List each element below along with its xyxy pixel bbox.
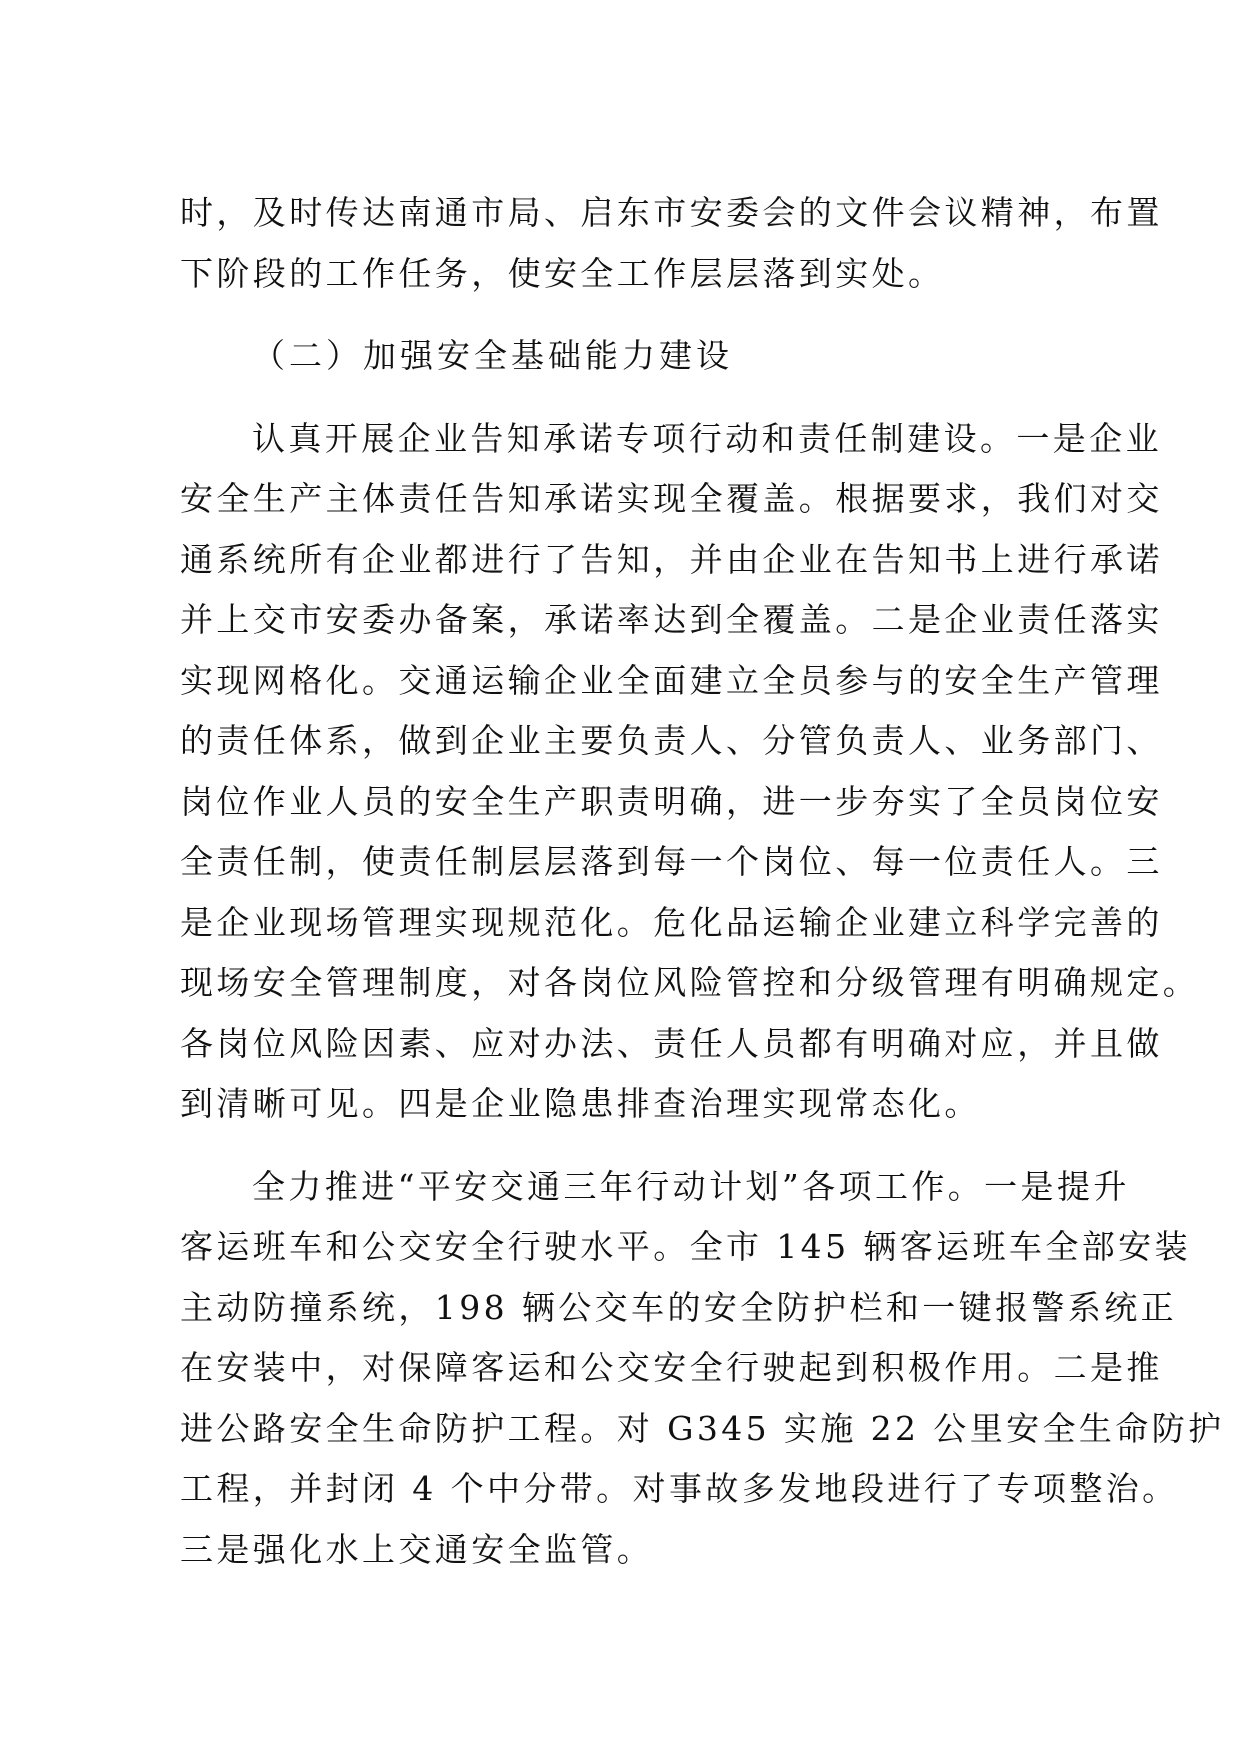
text-line: 工程，并封闭 4 个中分带。对事故多发地段进行了专项整治。 [180, 1469, 1179, 1508]
text-line: 三是强化水上交通安全监管。 [180, 1529, 654, 1569]
text-line: 进公路安全生命防护工程。对 G345 实施 22 公里安全生命防护 [180, 1408, 1225, 1448]
text-line: 岗位作业人员的安全生产职责明确，进一步夯实了全员岗位安 [180, 781, 1163, 821]
text-line: 客运班车和公交安全行驶水平。全市 145 辆客运班车全部安装 [180, 1227, 1191, 1266]
text-line: 通系统所有企业都进行了告知，并由企业在告知书上进行承诺 [180, 539, 1163, 579]
text-line: 认真开展企业告知承诺专项行动和责任制建设。一是企业 [252, 418, 1162, 458]
text-line: 实现网格化。交通运输企业全面建立全员参与的安全生产管理 [180, 660, 1163, 700]
paragraph-continuation [180, 183, 1163, 304]
text-line: 全责任制，使责任制层层落到每一个岗位、每一位责任人。三 [180, 842, 1163, 881]
text-line: 主动防撞系统，198 辆公交车的安全防护栏和一键报警系统正 [180, 1287, 1178, 1327]
paragraph-safe-traffic-plan [180, 1157, 1225, 1581]
text-line: 是企业现场管理实现规范化。危化品运输企业建立科学完善的 [180, 902, 1163, 942]
text-line: 并上交市安委办备案，承诺率达到全覆盖。二是企业责任落实 [180, 600, 1163, 639]
text-line: 时，及时传达南通市局、启东市安委会的文件会议精神，布置 [180, 193, 1163, 232]
section-heading: （二）加强安全基础能力建设 [252, 336, 733, 375]
paragraph-responsibility [180, 409, 1200, 1135]
text-line: 安全生产主体责任告知承诺实现全覆盖。根据要求，我们对交 [180, 479, 1163, 518]
text-line: 在安装中，对保障客运和公交安全行驶起到积极作用。二是推 [180, 1348, 1163, 1387]
text-line: 下阶段的工作任务，使安全工作层层落到实处。 [180, 253, 945, 293]
text-line: 的责任体系，做到企业主要负责人、分管负责人、业务部门、 [180, 721, 1163, 760]
text-line: 现场安全管理制度，对各岗位风险管控和分级管理有明确规定。 [180, 963, 1200, 1002]
text-line: 全力推进“平安交通三年行动计划”各项工作。一是提升 [252, 1166, 1130, 1206]
text-line: 到清晰可见。四是企业隐患排查治理实现常态化。 [180, 1084, 981, 1123]
text-line: 各岗位风险因素、应对办法、责任人员都有明确对应，并且做 [180, 1023, 1163, 1063]
